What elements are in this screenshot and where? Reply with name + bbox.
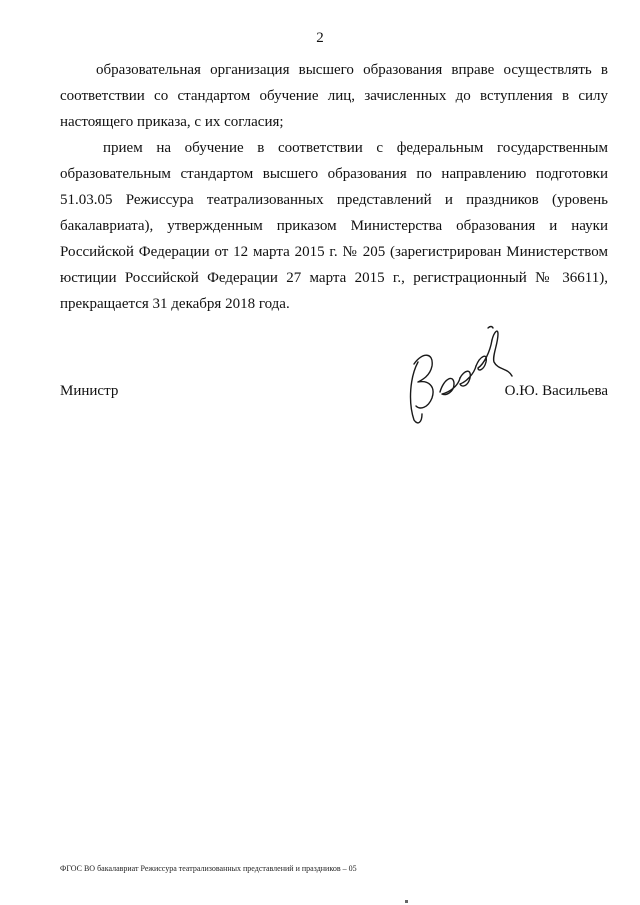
paragraph-1: образовательная организация высшего образования вправе осуществлять в соответствии со стандартом обучение лиц, зачисленных до вступления в силу настоящего приказа, с их согласия; <box>60 62 608 130</box>
document-footer: ФГОС ВО бакалавриат Режиссура театрализованных представлений и праздников – 05 <box>60 864 357 873</box>
signatory-name: О.Ю. Васильева <box>504 383 608 399</box>
paragraph-2: прием на обучение в соответствии с федеральным государственным образовательным стандартом высшего образования по направлению подготовки 51.03.05 Режиссура театрализованных представлений и праздников (уровень бакалавриата), утвержденным приказом Министерства образования и науки Российской Федерации от 12 марта 2015 г. № 205 (зарегистрирован Министерством юстиции Российской Федерации 27 марта 2015 г., регистрационный № 36611), прекращается 31 декабря 2018 года. <box>60 140 608 312</box>
page-number: 2 <box>316 30 324 46</box>
handwritten-signature <box>400 322 520 432</box>
signatory-position: Министр <box>60 383 119 399</box>
scan-artifact-dot <box>405 900 408 903</box>
